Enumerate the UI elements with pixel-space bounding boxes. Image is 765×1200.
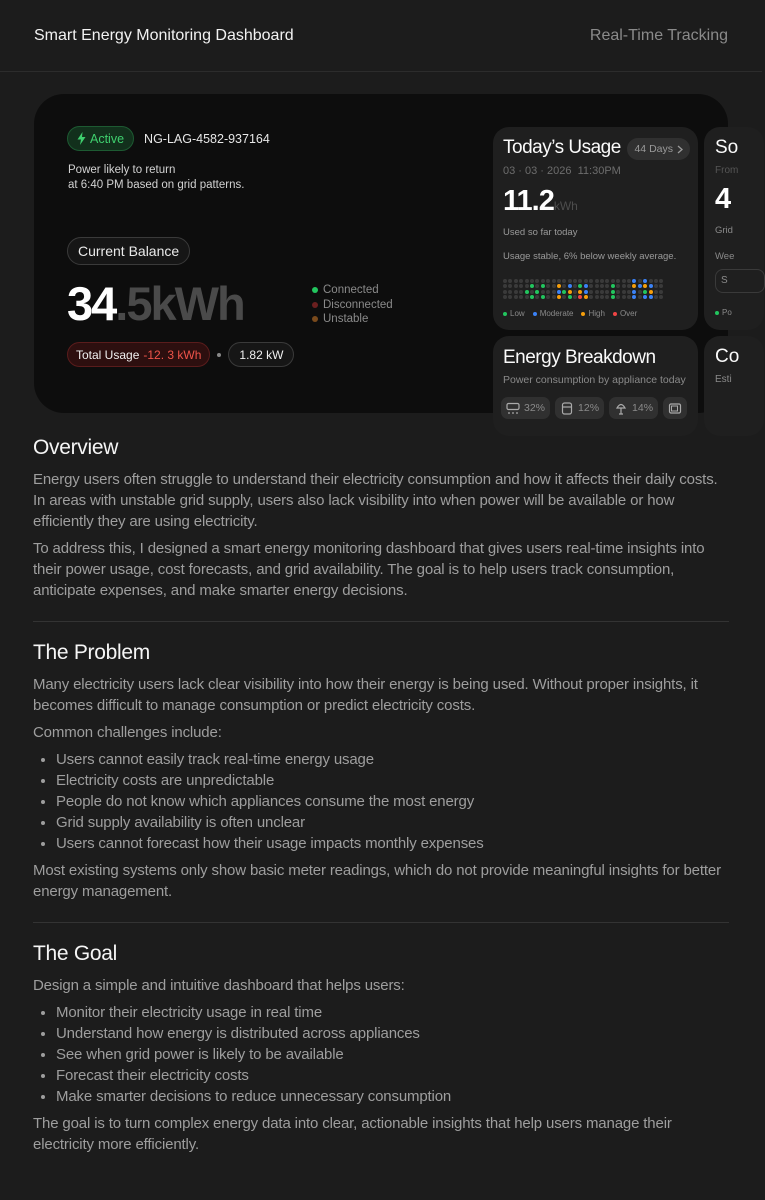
microwave-icon xyxy=(668,402,682,415)
balance-integer: 34 xyxy=(67,277,116,330)
heatmap-dot xyxy=(573,279,577,283)
heatmap-dot xyxy=(611,295,615,299)
usage-date: 03 · 03 · 2026 xyxy=(503,165,572,177)
header-tagline: Real-Time Tracking xyxy=(589,26,728,44)
case-study-content xyxy=(33,436,729,1161)
appliance-chip-lamp[interactable] xyxy=(609,397,658,419)
heatmap-dot xyxy=(584,284,588,288)
page-title: Smart Energy Monitoring Dashboard xyxy=(34,26,294,44)
peek-line: Wee xyxy=(715,251,735,262)
legend-moderate xyxy=(533,309,574,318)
usage-datetime xyxy=(503,165,621,177)
heatmap-dot xyxy=(595,284,599,288)
heatmap-dot xyxy=(627,295,631,299)
heatmap-dot xyxy=(595,295,599,299)
legend-label: High xyxy=(588,309,605,318)
power-return-message xyxy=(68,163,268,193)
heatmap-dot xyxy=(649,284,653,288)
heatmap-dot xyxy=(638,295,642,299)
power-draw-pill: 1.82 kW xyxy=(228,342,294,367)
heatmap-dot xyxy=(514,290,518,294)
heatmap-dot xyxy=(578,284,582,288)
heatmap-dot xyxy=(622,290,626,294)
legend-dot xyxy=(503,312,507,316)
heatmap-dot xyxy=(627,284,631,288)
balance-label: Current Balance xyxy=(67,237,190,265)
list-item: Understand how energy is distributed across appliances xyxy=(41,1023,729,1044)
heatmap-dot xyxy=(535,295,539,299)
heatmap-dot xyxy=(562,279,566,283)
heatmap-dot xyxy=(562,284,566,288)
heatmap-dot xyxy=(605,284,609,288)
heatmap-dot xyxy=(654,284,658,288)
heatmap-dot xyxy=(525,295,529,299)
heatmap-dot xyxy=(654,279,658,283)
cost-card-peek[interactable] xyxy=(704,336,764,436)
list-item: Forecast their electricity costs xyxy=(41,1065,729,1086)
meter-id: NG-LAG-4582-937164 xyxy=(144,131,270,146)
peek-box: S xyxy=(715,269,765,293)
supply-card-peek[interactable] xyxy=(704,127,764,330)
heatmap-dot xyxy=(632,290,636,294)
heatmap-dot xyxy=(573,290,577,294)
legend-label: Over xyxy=(619,309,638,318)
heatmap-dot xyxy=(519,295,523,299)
usage-card-title: Today’s Usage xyxy=(503,137,621,158)
heatmap-dot xyxy=(595,290,599,294)
heatmap-dot xyxy=(530,290,534,294)
paragraph: To address this, I designed a smart energy monitoring dashboard that gives users real-time insights into their power usage, cost forecasts, and grid availability. The goal is to help users track consumption, anticipate expenses, and make smarter energy decisions. xyxy=(33,540,705,599)
heatmap-dot xyxy=(568,295,572,299)
legend-dot xyxy=(312,287,318,293)
heatmap-dot xyxy=(659,279,663,283)
usage-number: 11.2 xyxy=(503,185,554,217)
status-label: Active xyxy=(90,131,125,146)
heatmap-dot xyxy=(600,290,604,294)
heatmap-dot xyxy=(541,295,545,299)
heatmap-dot xyxy=(514,279,518,283)
heatmap-dot xyxy=(546,279,550,283)
legend-dot xyxy=(533,312,537,316)
heatmap-dot xyxy=(535,279,539,283)
legend-label: Disconnected xyxy=(323,298,393,311)
heatmap-dot xyxy=(508,295,512,299)
legend-dot xyxy=(613,312,617,316)
legend-label: Unstable xyxy=(323,313,369,325)
heatmap-dot xyxy=(552,290,556,294)
heatmap-dot xyxy=(638,284,642,288)
paragraph: Many electricity users lack clear visibility into how their energy is being used. Without proper insights, it becomes difficult to manage consumption or predict electricity costs. xyxy=(33,676,698,714)
heatmap-dot xyxy=(595,279,599,283)
legend-over xyxy=(613,309,637,318)
heatmap-dot xyxy=(605,290,609,294)
heatmap-dot xyxy=(584,279,588,283)
heatmap-dot xyxy=(503,295,507,299)
connection-legend xyxy=(312,283,393,327)
heatmap-dot xyxy=(649,290,653,294)
heatmap-dot xyxy=(503,290,507,294)
section-title: The Problem xyxy=(33,641,150,664)
peek-subtitle: Esti xyxy=(715,374,732,385)
peek-title: Co xyxy=(715,346,740,367)
legend-unstable xyxy=(312,312,393,327)
heatmap-dot xyxy=(600,295,604,299)
list-item: Users cannot easily track real-time energy usage xyxy=(41,749,729,770)
heatmap-dot xyxy=(546,284,550,288)
heatmap-dot xyxy=(503,279,507,283)
legend-label: Po xyxy=(722,308,732,317)
heatmap-dot xyxy=(584,295,588,299)
heatmap-dot xyxy=(611,284,615,288)
heatmap-dot xyxy=(530,284,534,288)
heatmap-dot xyxy=(519,284,523,288)
heatmap-dot xyxy=(562,290,566,294)
heatmap-dot xyxy=(530,295,534,299)
list-item: See when grid power is likely to be available xyxy=(41,1044,729,1065)
total-usage-pill xyxy=(67,342,210,367)
goal-list xyxy=(41,1002,729,1107)
heatmap-dot xyxy=(616,290,620,294)
paragraph: Common challenges include: xyxy=(33,724,222,741)
heatmap-dot xyxy=(643,284,647,288)
balance-decimal: .5kWh xyxy=(115,277,244,330)
heatmap-dot xyxy=(557,290,561,294)
heatmap-dot xyxy=(659,295,663,299)
chip-value: 14% xyxy=(632,402,654,414)
heatmap-dot xyxy=(627,279,631,283)
heatmap-dot xyxy=(616,279,620,283)
heatmap-dot xyxy=(659,284,663,288)
legend-high xyxy=(581,309,604,318)
heatmap-dot xyxy=(605,279,609,283)
usage-heatmap xyxy=(503,279,663,299)
days-selector[interactable] xyxy=(627,138,690,160)
lamp-icon xyxy=(614,402,628,415)
list-item: Make smarter decisions to reduce unnecessary consumption xyxy=(41,1086,729,1107)
heatmap-dot xyxy=(643,290,647,294)
heatmap-dot xyxy=(552,295,556,299)
heatmap-dot xyxy=(552,279,556,283)
paragraph: The goal is to turn complex energy data into clear, actionable insights that help users manage their electricity more efficiently. xyxy=(33,1115,672,1153)
peek-legend xyxy=(715,308,732,317)
heatmap-dot xyxy=(638,290,642,294)
heatmap-dot xyxy=(578,290,582,294)
breakdown-subtitle: Power consumption by appliance today xyxy=(503,374,686,386)
problem-section xyxy=(33,641,729,902)
heatmap-dot xyxy=(649,295,653,299)
heatmap-dot xyxy=(649,279,653,283)
fridge-icon xyxy=(560,402,574,415)
peek-title: So xyxy=(715,137,739,158)
power-message-line: Power likely to return xyxy=(68,164,176,176)
heatmap-dot xyxy=(632,279,636,283)
legend-label: Connected xyxy=(323,284,379,296)
heatmap-dot xyxy=(600,284,604,288)
legend-dot xyxy=(312,302,318,308)
heatmap-dot xyxy=(535,290,539,294)
separator-dot xyxy=(217,353,221,357)
status-row xyxy=(67,126,270,151)
list-item: Users cannot forecast how their usage impacts monthly expenses xyxy=(41,833,729,854)
top-bar xyxy=(0,0,762,72)
heatmap-dot xyxy=(622,295,626,299)
heatmap-dot xyxy=(546,290,550,294)
heatmap-dot xyxy=(568,284,572,288)
list-item: People do not know which appliances consume the most energy xyxy=(41,791,729,812)
status-badge xyxy=(67,126,134,151)
dashboard-preview xyxy=(34,94,740,414)
heatmap-dot xyxy=(514,295,518,299)
challenge-list xyxy=(41,749,729,854)
heatmap-dot xyxy=(584,290,588,294)
chip-value: 32% xyxy=(524,402,546,414)
breakdown-title: Energy Breakdown xyxy=(503,347,656,368)
usage-note: Usage stable, 6% below weekly average. xyxy=(503,251,677,262)
total-usage-label: Total Usage xyxy=(76,347,140,362)
heatmap-dot xyxy=(541,284,545,288)
heatmap-dot xyxy=(557,295,561,299)
divider xyxy=(33,922,729,923)
divider xyxy=(33,621,729,622)
heatmap-dot xyxy=(578,295,582,299)
heatmap-dot xyxy=(519,290,523,294)
paragraph: Energy users often struggle to understand their electricity consumption and how it affects their daily costs. In areas with unstable grid supply, users also lack visibility into when power will be available or how efficiently they are using electricity. xyxy=(33,471,718,530)
heatmap-dot xyxy=(622,279,626,283)
heatmap-dot xyxy=(557,284,561,288)
bolt-icon xyxy=(77,132,86,145)
overview-section xyxy=(33,436,729,601)
heatmap-dot xyxy=(632,295,636,299)
power-message-line: at 6:40 PM based on grid patterns. xyxy=(68,179,245,191)
heatmap-dot xyxy=(568,290,572,294)
heatmap-dot xyxy=(589,290,593,294)
legend-label: Moderate xyxy=(539,309,574,318)
heatmap-dot xyxy=(589,295,593,299)
heatmap-dot xyxy=(546,295,550,299)
legend-dot xyxy=(715,311,719,315)
heatmap-dot xyxy=(643,279,647,283)
heatmap-dot xyxy=(632,284,636,288)
heatmap-dot xyxy=(541,279,545,283)
total-usage-value: -12. 3 kWh xyxy=(143,347,202,362)
heatmap-dot xyxy=(552,284,556,288)
heatmap-dot xyxy=(519,279,523,283)
appliance-chip-microwave[interactable] xyxy=(663,397,687,419)
heatmap-dot xyxy=(605,295,609,299)
heatmap-dot xyxy=(525,279,529,283)
heatmap-dot xyxy=(627,290,631,294)
peek-line: Grid xyxy=(715,225,733,236)
heatmap-dot xyxy=(654,295,658,299)
usage-legend xyxy=(503,309,637,318)
days-label: 44 Days xyxy=(634,143,673,155)
heatmap-dot xyxy=(616,284,620,288)
heatmap-dot xyxy=(654,290,658,294)
heatmap-dot xyxy=(573,295,577,299)
heatmap-dot xyxy=(611,290,615,294)
heatmap-dot xyxy=(611,279,615,283)
heatmap-dot xyxy=(562,295,566,299)
appliance-chips xyxy=(501,397,687,419)
energy-breakdown-card[interactable] xyxy=(493,336,698,436)
heatmap-dot xyxy=(589,279,593,283)
heatmap-dot xyxy=(525,284,529,288)
usage-summary-row xyxy=(67,342,294,367)
heatmap-dot xyxy=(530,279,534,283)
usage-value xyxy=(503,185,578,218)
heatmap-dot xyxy=(622,284,626,288)
todays-usage-card[interactable] xyxy=(493,127,698,330)
paragraph: Most existing systems only show basic meter readings, which do not provide meaningful insights for better energy management. xyxy=(33,862,721,900)
list-item: Monitor their electricity usage in real time xyxy=(41,1002,729,1023)
peek-subtitle: From xyxy=(715,165,739,176)
heatmap-dot xyxy=(508,290,512,294)
appliance-chip-ac[interactable] xyxy=(501,397,550,419)
usage-unit: kWh xyxy=(553,199,578,213)
goal-section xyxy=(33,942,729,1155)
heatmap-dot xyxy=(525,290,529,294)
heatmap-dot xyxy=(535,284,539,288)
legend-connected xyxy=(312,283,393,298)
peek-value: 4 xyxy=(715,183,732,215)
appliance-chip-fridge[interactable] xyxy=(555,397,604,419)
legend-disconnected xyxy=(312,298,393,313)
usage-subtitle: Used so far today xyxy=(503,227,578,238)
air-conditioner-icon xyxy=(506,402,520,415)
heatmap-dot xyxy=(568,279,572,283)
heatmap-dot xyxy=(557,279,561,283)
list-item: Grid supply availability is often unclear xyxy=(41,812,729,833)
heatmap-dot xyxy=(589,284,593,288)
balance-value xyxy=(67,278,244,330)
heatmap-dot xyxy=(541,290,545,294)
section-title: The Goal xyxy=(33,942,117,965)
heatmap-dot xyxy=(508,284,512,288)
heatmap-dot xyxy=(600,279,604,283)
legend-label: Low xyxy=(510,309,525,318)
legend-dot xyxy=(581,312,585,316)
heatmap-dot xyxy=(638,279,642,283)
heatmap-dot xyxy=(578,279,582,283)
usage-time: 11:30PM xyxy=(577,165,621,177)
legend-low xyxy=(503,309,525,318)
heatmap-dot xyxy=(514,284,518,288)
legend-dot xyxy=(312,316,318,322)
heatmap-dot xyxy=(643,295,647,299)
heatmap-dot xyxy=(503,284,507,288)
heatmap-dot xyxy=(508,279,512,283)
chevron-right-icon xyxy=(677,145,683,154)
heatmap-dot xyxy=(616,295,620,299)
paragraph: Design a simple and intuitive dashboard that helps users: xyxy=(33,977,405,994)
list-item: Electricity costs are unpredictable xyxy=(41,770,729,791)
heatmap-dot xyxy=(573,284,577,288)
chip-value: 12% xyxy=(578,402,600,414)
heatmap-dot xyxy=(659,290,663,294)
section-title: Overview xyxy=(33,436,119,459)
